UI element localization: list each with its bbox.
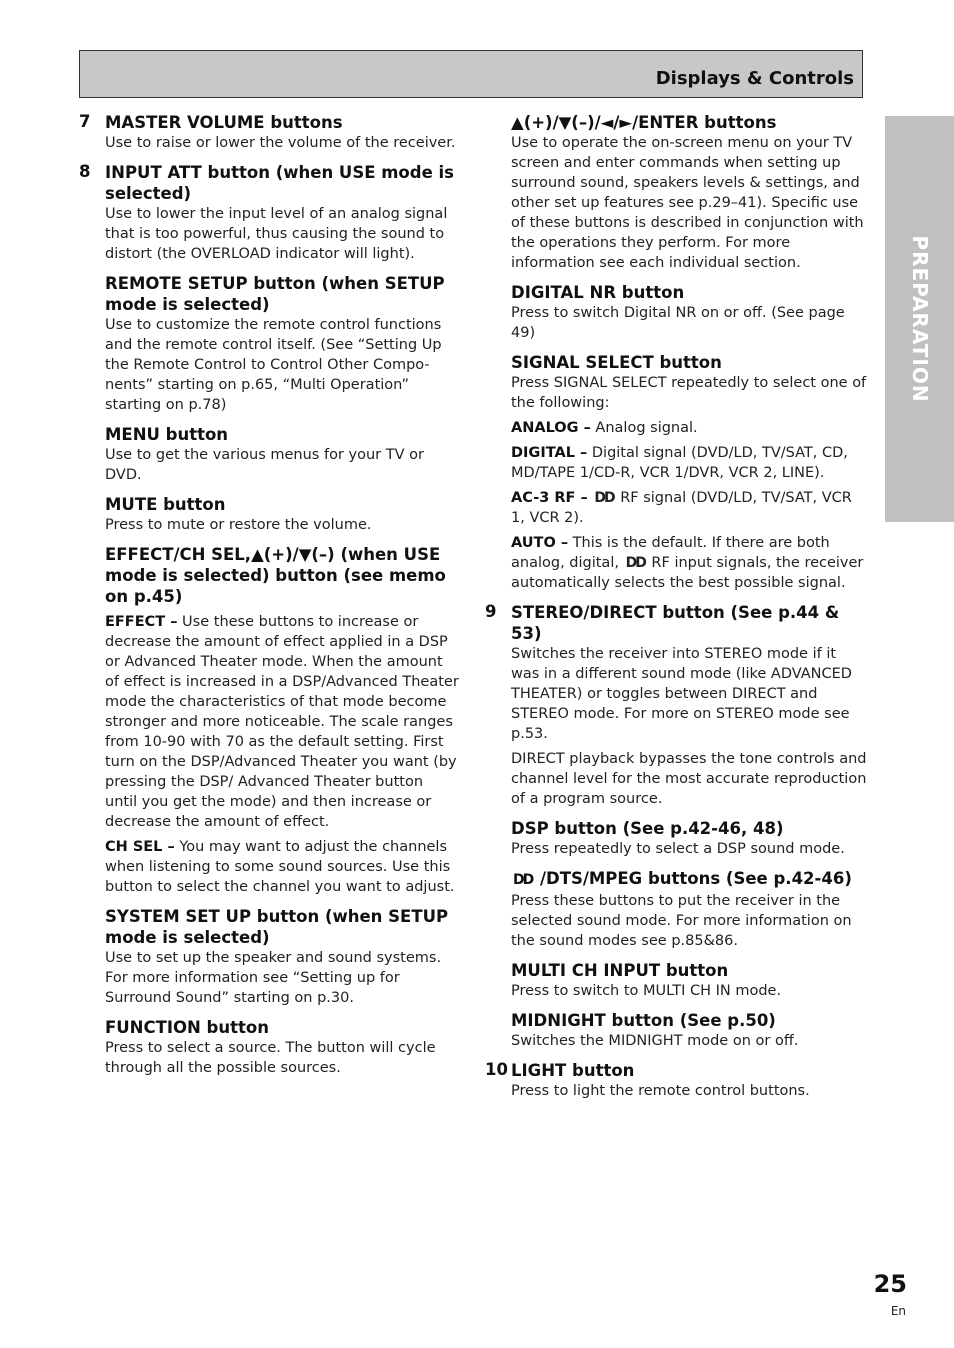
control-entry <box>79 424 459 485</box>
entry-paragraph <box>511 749 867 809</box>
entry-description: Press to select a source. The button will cycle through all the possible sources. <box>105 1040 436 1076</box>
paragraph-term: CH SEL – <box>105 839 175 855</box>
control-entry <box>485 112 867 273</box>
paragraph-text: You may want to adjust the channels when listening to some sound sources. Use this button to select the channel you want to adjust. <box>105 839 455 895</box>
entry-description: Switches the MIDNIGHT mode on or off. <box>511 1033 799 1049</box>
entry-description: Press these buttons to put the receiver in the selected sound mode. For more information on the sound modes see p.85&86. <box>511 893 852 949</box>
paragraph-term: EFFECT – <box>105 614 178 630</box>
paragraph-term: AC-3 RF – <box>511 490 588 506</box>
entry-heading-text: MUTE button <box>105 495 226 514</box>
entry-heading-text: DSP button (See p.42-46, 48) <box>511 819 784 838</box>
paragraph-term: AUTO – <box>511 535 569 551</box>
control-entry <box>79 1017 459 1078</box>
entry-heading-text: INPUT ATT button (when USE mode is selected) <box>105 163 454 203</box>
control-entry <box>79 544 459 897</box>
entry-heading-text: /DTS/MPEG buttons (See p.42-46) <box>534 869 852 888</box>
control-entry <box>485 1010 867 1051</box>
entry-description: Press SIGNAL SELECT repeatedly to select one of the following: <box>511 375 867 411</box>
entry-number: 9 <box>485 602 497 621</box>
entry-heading <box>105 162 459 204</box>
entry-description: Press to switch to MULTI CH IN mode. <box>511 983 782 999</box>
entry-description: Switches the receiver into STEREO mode if it was in a different sound mode (like ADVANCED THEATER) or toggles between DIRECT and STEREO mode. For more on STEREO mode see p.53. <box>511 646 852 742</box>
control-entry <box>485 1060 867 1101</box>
entry-heading-text: MENU button <box>105 425 229 444</box>
entry-description: Press to light the remote control buttons. <box>511 1083 810 1099</box>
entry-number: 8 <box>79 162 91 181</box>
entry-heading-text: MIDNIGHT button (See p.50) <box>511 1011 776 1030</box>
entry-heading-text: EFFECT/CH SEL,▲(+)/▼(–) (when USE mode is selected) button (see memo on p.45) <box>105 545 446 606</box>
entry-heading <box>511 282 867 303</box>
paragraph-term: DIGITAL – <box>511 445 588 461</box>
header-bar <box>79 50 863 98</box>
entry-heading <box>511 818 867 839</box>
entry-heading-text: SIGNAL SELECT button <box>511 353 722 372</box>
entry-description: Use to lower the input level of an analog signal that is too powerful, thus causing the sound to distort (the OVERLOAD indicator will light). <box>105 206 448 262</box>
entry-paragraph <box>511 443 867 483</box>
paragraph-text: This is the default. If there are both analog, digital, <box>511 535 830 571</box>
control-entry <box>79 112 459 153</box>
entry-description: Use to customize the remote control functions and the remote control itself. (See “Setting Up the Remote Control to Control Other Compo-nents” starting on p.65, “Multi Operation” starting on p.78) <box>105 317 442 413</box>
entry-heading <box>511 1060 867 1081</box>
language-code: En <box>890 1304 906 1318</box>
entry-description: Use to raise or lower the volume of the receiver. <box>105 135 456 151</box>
control-entry <box>79 273 459 415</box>
entry-paragraph <box>511 418 867 438</box>
entry-heading-text: DIGITAL NR button <box>511 283 685 302</box>
paragraph-text: DIRECT playback bypasses the tone controls and channel level for the most accurate reproduction of a program source. <box>511 751 867 807</box>
entry-heading <box>105 273 459 315</box>
control-entry <box>485 602 867 809</box>
entry-heading <box>105 424 459 445</box>
right-column <box>485 112 867 1110</box>
entry-heading <box>511 352 867 373</box>
control-entry <box>485 818 867 859</box>
paragraph-text: Digital signal (DVD/LD, TV/SAT, CD, MD/TAPE 1/CD-R, VCR 1/DVR, VCR 2, LINE). <box>511 445 848 481</box>
entry-paragraph <box>105 612 459 832</box>
entry-heading-text: REMOTE SETUP button (when SETUP mode is selected) <box>105 274 445 314</box>
section-tab <box>885 116 954 522</box>
paragraph-text: Use these buttons to increase or decrease the amount of effect applied in a DSP or Advanced Theater mode. When the amount of effect is increased in a DSP/Advanced Theater mode the characteristics of that mode become stronger and more noticeable. The scale ranges from 10-90 with 70 as the default setting. First turn on the DSP/Advanced Theater you want (by pressing the DSP/ Advanced Theater button until you get the mode) and then increase or decrease the amount of effect. <box>105 614 459 830</box>
dolby-digital-icon: DD <box>513 872 533 888</box>
page-number: 25 <box>873 1270 907 1298</box>
entry-paragraph <box>105 837 459 897</box>
control-entry <box>79 162 459 264</box>
control-entry <box>485 352 867 593</box>
page-title: Displays & Controls <box>655 68 854 89</box>
entry-description: Press repeatedly to select a DSP sound mode. <box>511 841 845 857</box>
control-entry <box>485 868 867 951</box>
control-entry <box>485 960 867 1001</box>
dolby-digital-icon: DD <box>625 555 645 571</box>
entry-heading-text: STEREO/DIRECT button (See p.44 & 53) <box>511 603 840 643</box>
control-entry <box>79 906 459 1008</box>
entry-paragraph <box>511 533 867 593</box>
left-column <box>79 112 459 1087</box>
entry-description: Use to set up the speaker and sound systems. For more information see “Setting up for Surround Sound” starting on p.30. <box>105 950 442 1006</box>
paragraph-text: RF signal (DVD/LD, TV/SAT, VCR 1, VCR 2). <box>511 490 852 526</box>
paragraph-text: Analog signal. <box>590 420 698 436</box>
entry-description: Press to mute or restore the volume. <box>105 517 372 533</box>
entry-heading <box>511 602 867 644</box>
entry-number: 7 <box>79 112 91 131</box>
section-tab-label: PREPARATION <box>907 235 932 403</box>
entry-heading-text: MULTI CH INPUT button <box>511 961 729 980</box>
entry-heading-text: SYSTEM SET UP button (when SETUP mode is selected) <box>105 907 449 947</box>
entry-heading <box>105 544 459 607</box>
entry-heading <box>105 1017 459 1038</box>
entry-heading-text: MASTER VOLUME buttons <box>105 113 343 132</box>
entry-heading-text: LIGHT button <box>511 1061 635 1080</box>
paragraph-text: RF input signals, the receiver automatically selects the best possible signal. <box>511 555 864 591</box>
entry-heading <box>511 868 867 891</box>
entry-heading <box>105 112 459 133</box>
entry-heading <box>511 960 867 981</box>
dolby-digital-icon: DD <box>594 490 614 506</box>
control-entry <box>485 282 867 343</box>
entry-paragraph <box>511 488 867 528</box>
entry-description: Use to operate the on-screen menu on your TV screen and enter commands when setting up surround sound, speakers levels & settings, and other set up features see p.29–41). Specific use of these buttons is described in conjunction with the operations they perform. For more information see each individual section. <box>511 135 864 271</box>
entry-heading <box>105 906 459 948</box>
entry-description: Use to get the various menus for your TV or DVD. <box>105 447 424 483</box>
entry-heading <box>511 1010 867 1031</box>
entry-number: 10 <box>485 1060 508 1079</box>
entry-heading <box>511 112 867 133</box>
entry-heading-text: ▲(+)/▼(–)/◄/►/ENTER buttons <box>511 113 777 132</box>
entry-heading-text: FUNCTION button <box>105 1018 269 1037</box>
entry-description: Press to switch Digital NR on or off. (See page 49) <box>511 305 845 341</box>
paragraph-term: ANALOG – <box>511 420 591 436</box>
control-entry <box>79 494 459 535</box>
entry-heading <box>105 494 459 515</box>
